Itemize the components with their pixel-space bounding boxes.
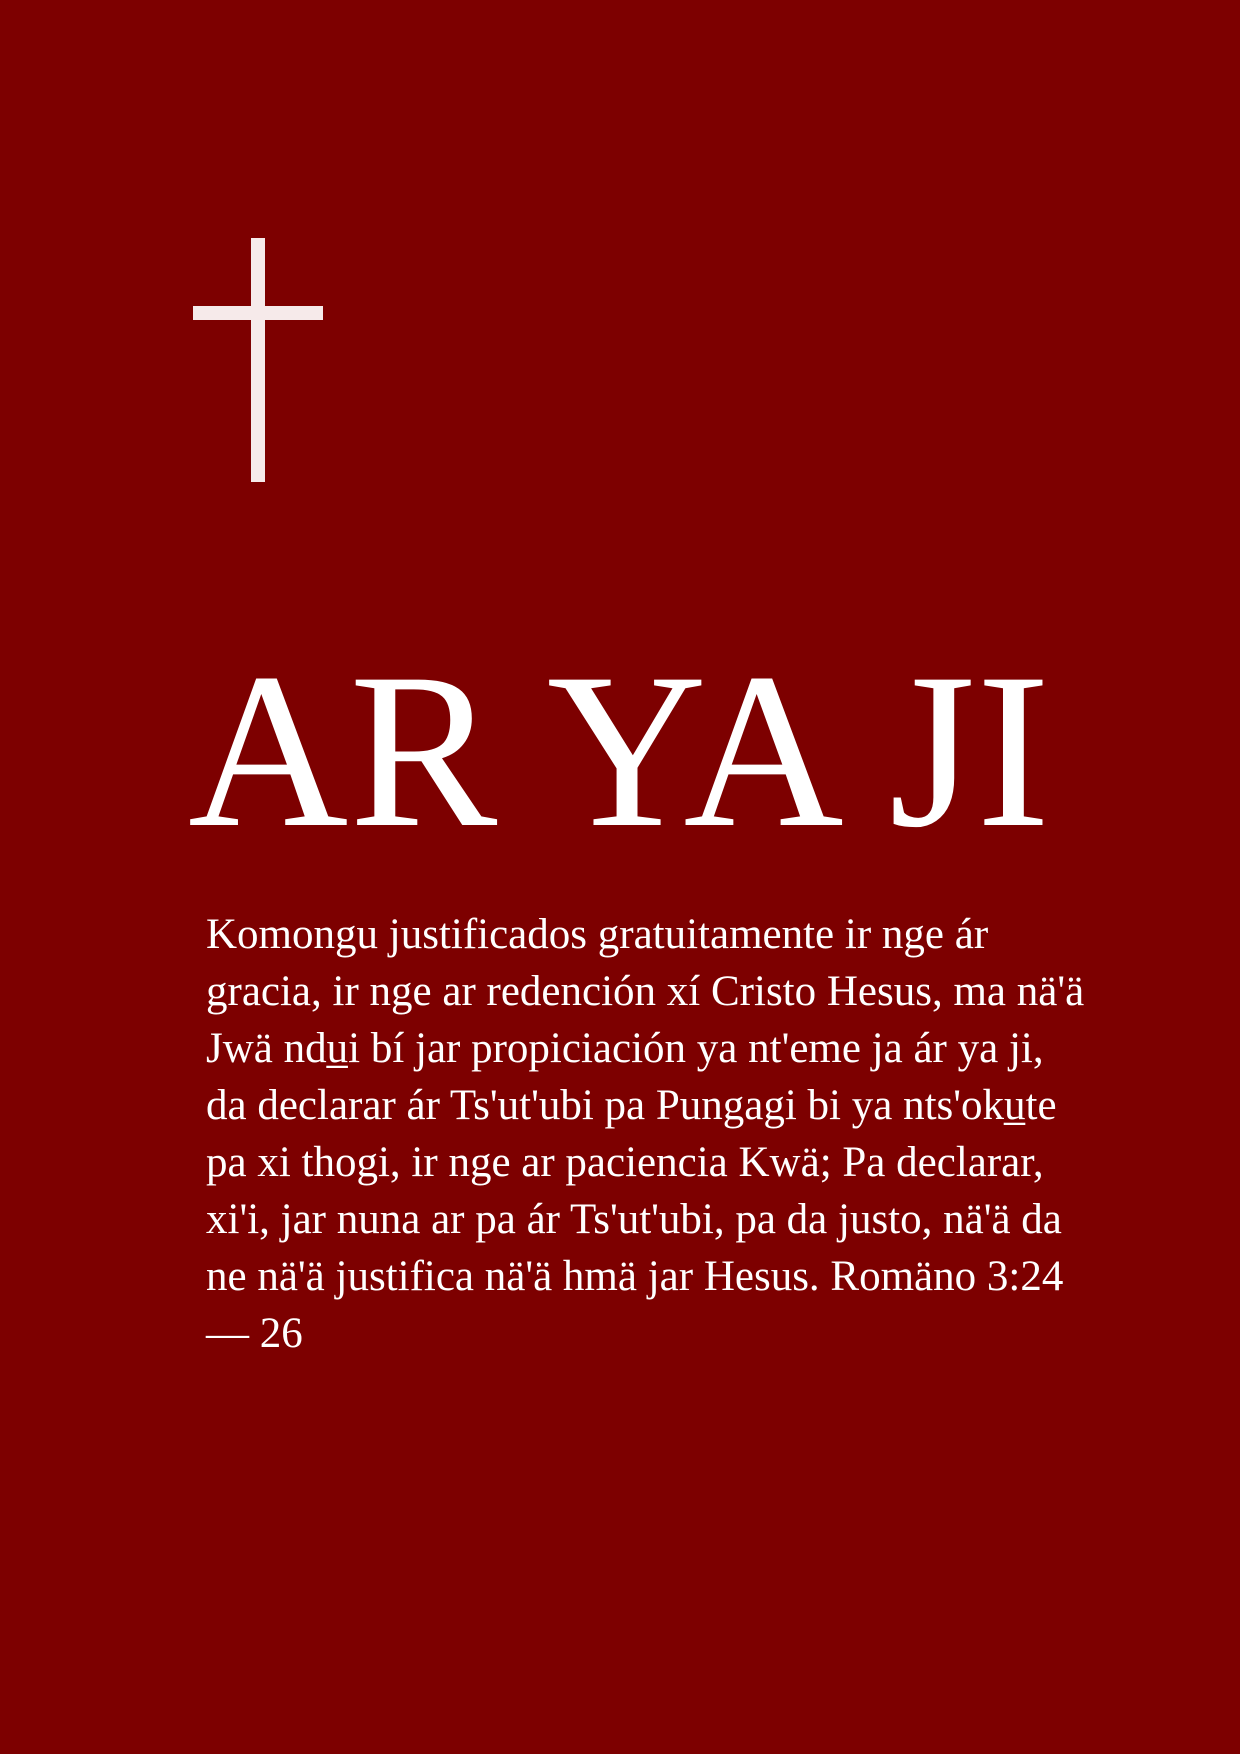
verse-text: Komongu justificados gratuitamente ir nge ár gracia, ir nge ar redención xí Cristo Hesus, ma nä'ä Jwä ndu̲i bí jar propiciación ya nt'eme ja ár ya ji, da declarar ár Ts'ut'ubi pa Pungagi bi ya nts'oku̲te pa xi thogi, ir nge ar paciencia Kwä; Pa declarar, xi'i, jar nuna ar pa ár Ts'ut'ubi, pa da justo, nä'ä da ne nä'ä justifica nä'ä hmä jar Hesus. Romäno 3:24 — 26 (206, 911, 1085, 1357)
cross-icon (193, 238, 323, 482)
page-title: AR YA JI (188, 628, 1052, 874)
cross-vertical-bar (251, 238, 265, 482)
cross-horizontal-bar (193, 306, 323, 320)
